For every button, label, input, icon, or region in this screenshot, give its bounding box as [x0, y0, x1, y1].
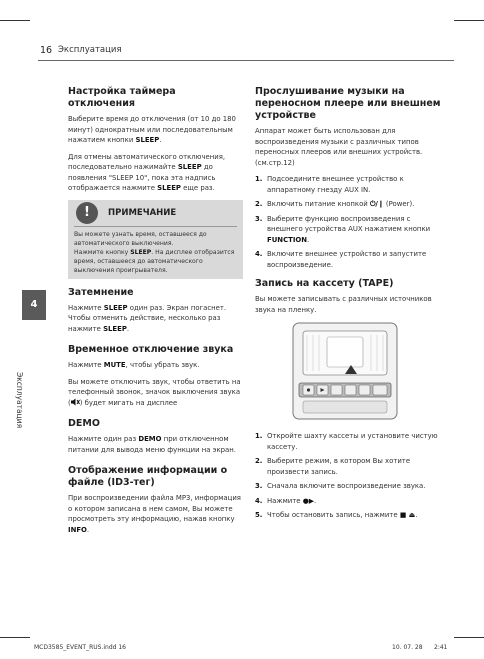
demo-heading: DEMO — [68, 418, 100, 429]
right-column — [255, 86, 448, 527]
list-item: 4. Нажмите ●▶. — [255, 496, 317, 505]
list-item: 3. Выберите функцию воспроизведения с внешнего устройства AUX нажатием кнопки FUNCTION. — [255, 214, 431, 244]
list-item: 1. Откройте шахту кассеты и установите чистую кассету. — [255, 432, 438, 451]
mute-icon — [71, 398, 80, 406]
page-number: 16 — [40, 45, 53, 56]
footer-time: 2:41 — [434, 644, 448, 651]
sleep-timer-text-1: Выберите время до отключения (от 10 до 180 минут) однократным или последовательным нажатием кнопки SLEEP. — [68, 115, 236, 144]
list-item: 5. Чтобы остановить запись, нажмите ■ ⏏. — [255, 511, 418, 519]
crop-mark — [454, 637, 484, 638]
footer-file: MCD3585_EVENT_RUS.indd 16 — [34, 644, 127, 651]
header-divider — [38, 60, 454, 61]
mute-text-2: Вы можете отключить звук, чтобы ответить на телефонный звонок, значок выключения звука ( ) будет мигать на дисплее — [68, 377, 241, 407]
dimmer-text: Нажмите SLEEP один раз. Экран погаснет. Чтобы отменить действие, несколько раз нажмите SLEEP. — [68, 303, 227, 333]
portable-heading: Прослушивание музыки на переносном плеере или внешнем устройстве — [255, 86, 441, 121]
note-text-2: Нажмите кнопку SLEEP. На дисплее отобразится время, оставшееся до автоматического выключения проигрывателя. — [74, 248, 235, 274]
list-item: 2. Выберите режим, в котором Вы хотите произвести запись. — [255, 457, 411, 476]
list-item: 1. Подсоедините внешнее устройство к аппаратному гнезду AUX IN. — [255, 175, 404, 194]
record-play-icon: ●▶ — [302, 496, 315, 505]
list-item: 4. Включите внешнее устройство и запустите воспроизведение. — [255, 250, 427, 269]
note-text-1: Вы можете узнать время, оставшееся до автоматического выключения. — [74, 230, 207, 247]
list-item: 2. Включить питание кнопкой ⏻/❙ (Power). — [255, 200, 415, 208]
cassette-deck-illustration — [285, 321, 405, 421]
tape-text: Вы можете записывать с различных источников звука на пленку. — [255, 295, 432, 314]
crop-mark — [0, 20, 30, 21]
section-title: Эксплуатация — [58, 45, 122, 55]
crop-mark — [454, 20, 484, 21]
sleep-timer-text-2: Для отмены автоматического отключения, последовательно нажимайте SLEEP до появления "SLEEP 10", пока эта надпись отображается нажмите SLEEP еще раз. — [68, 152, 226, 192]
id3-text: При воспроизведении файла MP3, информация о котором записана в нем самом, Вы можете просмотреть эту информацию, нажав кнопку INFO. — [68, 494, 241, 534]
portable-text: Аппарат может быть использован для воспроизведения музыки с различных типов переносных плееров или внешних устройств. (см.стр.12) — [255, 127, 423, 167]
note-divider — [74, 226, 237, 227]
demo-text: Нажмите один раз DEMO при отключенном питании для вывода меню функции на экран. — [68, 435, 236, 454]
left-column — [68, 86, 243, 541]
note-title: ПРИМЕЧАНИЕ — [108, 207, 177, 218]
footer-date: 10. 07. 28 — [392, 644, 423, 651]
id3-heading: Отображение информации о файле (ID3-тег) — [68, 465, 228, 488]
sleep-timer-heading: Настройка таймера отключения — [68, 86, 176, 109]
portable-steps — [255, 174, 448, 270]
exclamation-icon: ! — [76, 202, 98, 224]
mute-heading: Временное отключение звука — [68, 344, 234, 355]
dimmer-heading: Затемнение — [68, 286, 134, 298]
tape-steps — [255, 431, 448, 521]
stop-eject-icon: ■ ⏏ — [399, 511, 416, 519]
chapter-tab: 4 — [22, 290, 46, 320]
power-icon: ⏻/❙ — [369, 200, 384, 208]
note-box — [68, 200, 243, 279]
crop-mark — [0, 637, 30, 638]
mute-text-1: Нажмите MUTE, чтобы убрать звук. — [68, 361, 200, 369]
tape-heading: Запись на кассету (TAPE) — [255, 278, 394, 289]
chapter-tab-label: Эксплуатация — [15, 372, 24, 429]
list-item: 3. Сначала включите воспроизведение звука. — [255, 482, 426, 490]
